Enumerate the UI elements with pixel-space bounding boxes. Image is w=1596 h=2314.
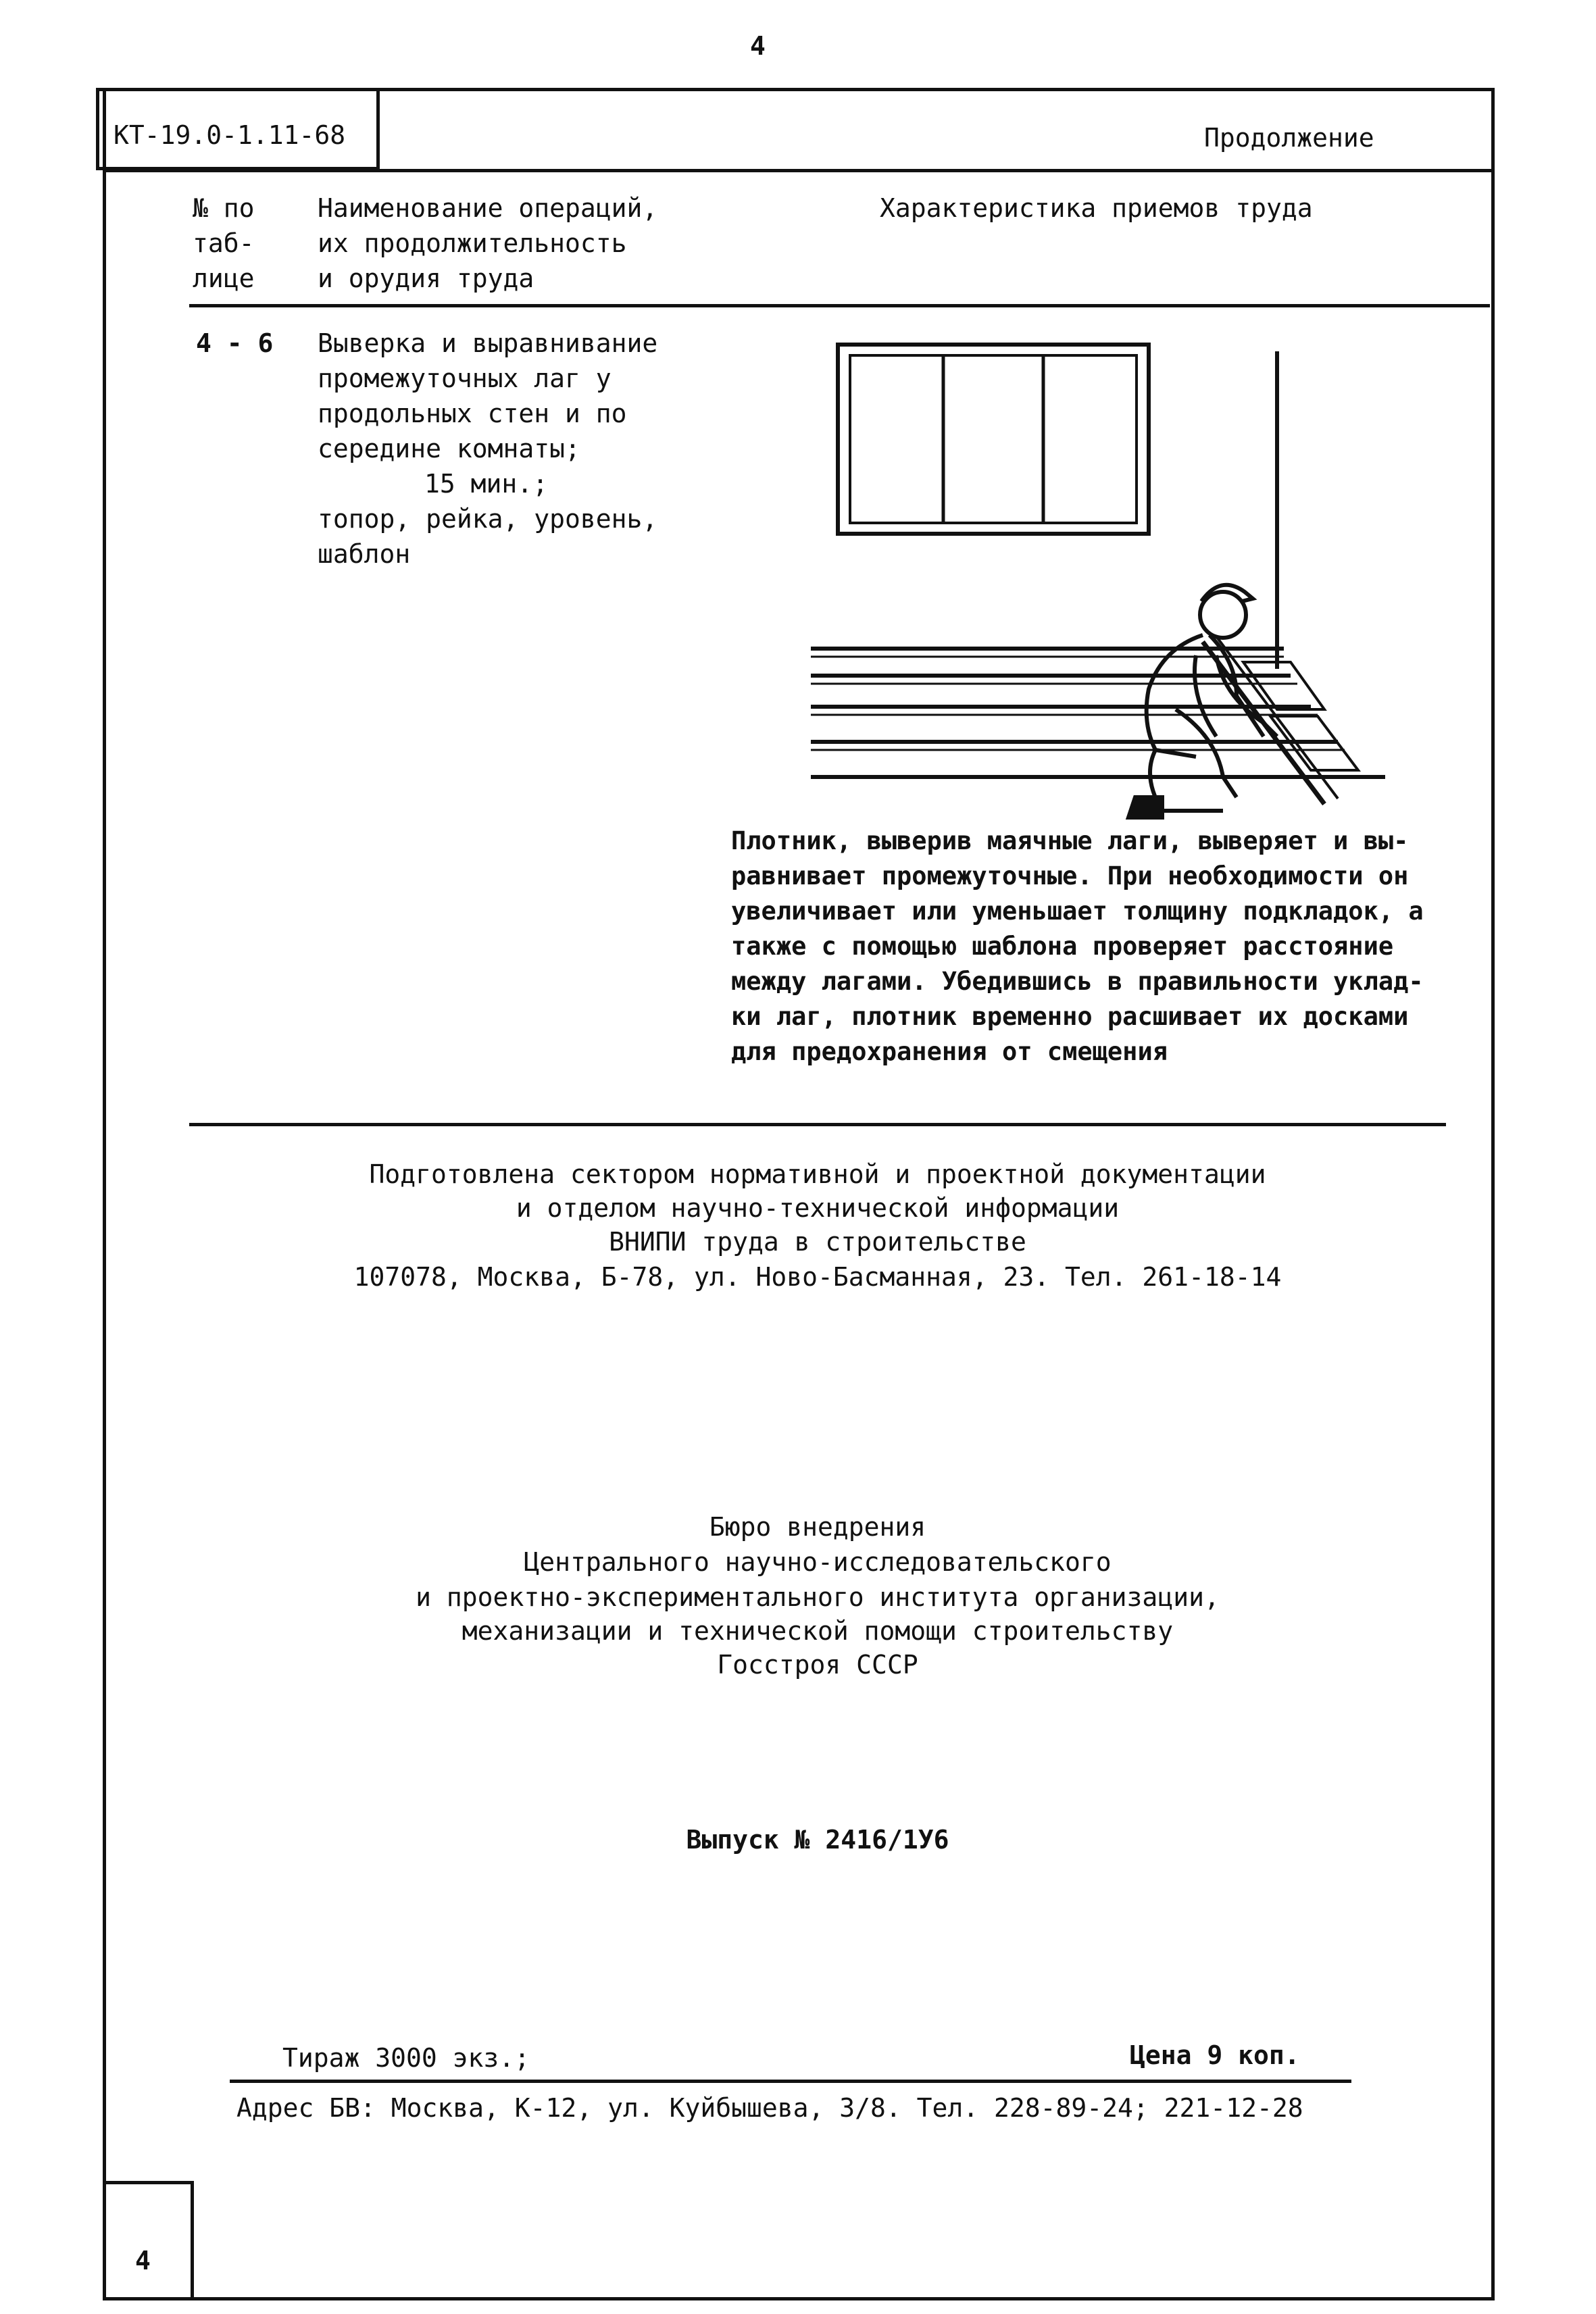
bureau-line: Бюро внедрения	[709, 1512, 926, 1542]
table-header-line	[189, 304, 1490, 307]
circulation: Тираж 3000 экз.;	[282, 2043, 530, 2073]
prepared-by-line: Подготовлена сектором нормативной и проектной документации	[369, 1159, 1266, 1189]
page-number-bottom: 4	[135, 2246, 151, 2275]
page-number-top: 4	[750, 31, 766, 61]
issue-number: Выпуск № 2416/1У6	[686, 1825, 949, 1855]
operation-line: промежуточных лаг у	[318, 363, 612, 393]
col1-header-line: таб-	[193, 228, 255, 258]
description-line: для предохранения от смещения	[731, 1037, 1168, 1066]
operation-line: продольных стен и по	[318, 399, 627, 428]
carpenter-illustration	[797, 331, 1446, 831]
description-line: ки лаг, плотник временно расшивает их досками	[731, 1002, 1409, 1031]
operation-duration: 15 мин.;	[424, 469, 549, 499]
page-number-box	[103, 2181, 194, 2300]
prepared-by-line: ВНИПИ труда в строительстве	[609, 1227, 1026, 1257]
top-band-line	[103, 169, 1495, 172]
address-separator	[230, 2080, 1351, 2083]
description-line: увеличивает или уменьшает толщину подкладок, а	[731, 897, 1424, 926]
col2-header-line: их продолжительность	[318, 228, 627, 258]
doc-code: КТ-19.0-1.11-68	[114, 120, 346, 150]
col2-header-line: и орудия труда	[318, 263, 534, 293]
bureau-line: и проектно-экспериментального института организации,	[416, 1582, 1220, 1612]
bureau-line: Госстроя СССР	[717, 1650, 918, 1680]
bureau-line: механизации и технической помощи строительству	[462, 1616, 1174, 1646]
description-line: также с помощью шаблона проверяет расстояние	[731, 932, 1394, 961]
description-line: между лагами. Убедившись в правильности уклад-	[731, 967, 1424, 996]
col1-header-line: лице	[193, 263, 255, 293]
bureau-line: Центрального научно-исследовательского	[524, 1547, 1112, 1577]
prepared-by-line: и отделом научно-технической информации	[516, 1193, 1120, 1223]
operation-line: середине комнаты;	[318, 434, 580, 463]
section-separator	[189, 1123, 1446, 1126]
prepared-by-address: 107078, Москва, Б-78, ул. Ново-Басманная, 23. Тел. 261-18-14	[353, 1262, 1282, 1292]
row-number: 4 - 6	[196, 328, 274, 358]
continuation-label: Продолжение	[1204, 123, 1374, 153]
col1-header-line: № по	[193, 193, 255, 223]
description-line: равнивает промежуточные. При необходимости он	[731, 861, 1409, 890]
operation-line: Выверка и выравнивание	[318, 328, 658, 358]
operation-tools-line: топор, рейка, уровень,	[318, 504, 658, 534]
operation-tools-line: шаблон	[318, 539, 411, 569]
description-line: Плотник, выверив маячные лаги, выверяет и вы-	[731, 826, 1409, 855]
price: Цена 9 коп.	[1130, 2040, 1300, 2070]
col2-header-line: Наименование операций,	[318, 193, 658, 223]
address: Адрес БВ: Москва, К-12, ул. Куйбышева, 3/8. Тел. 228-89-24; 221-12-28	[236, 2093, 1303, 2123]
col3-header: Характеристика приемов труда	[880, 193, 1313, 223]
